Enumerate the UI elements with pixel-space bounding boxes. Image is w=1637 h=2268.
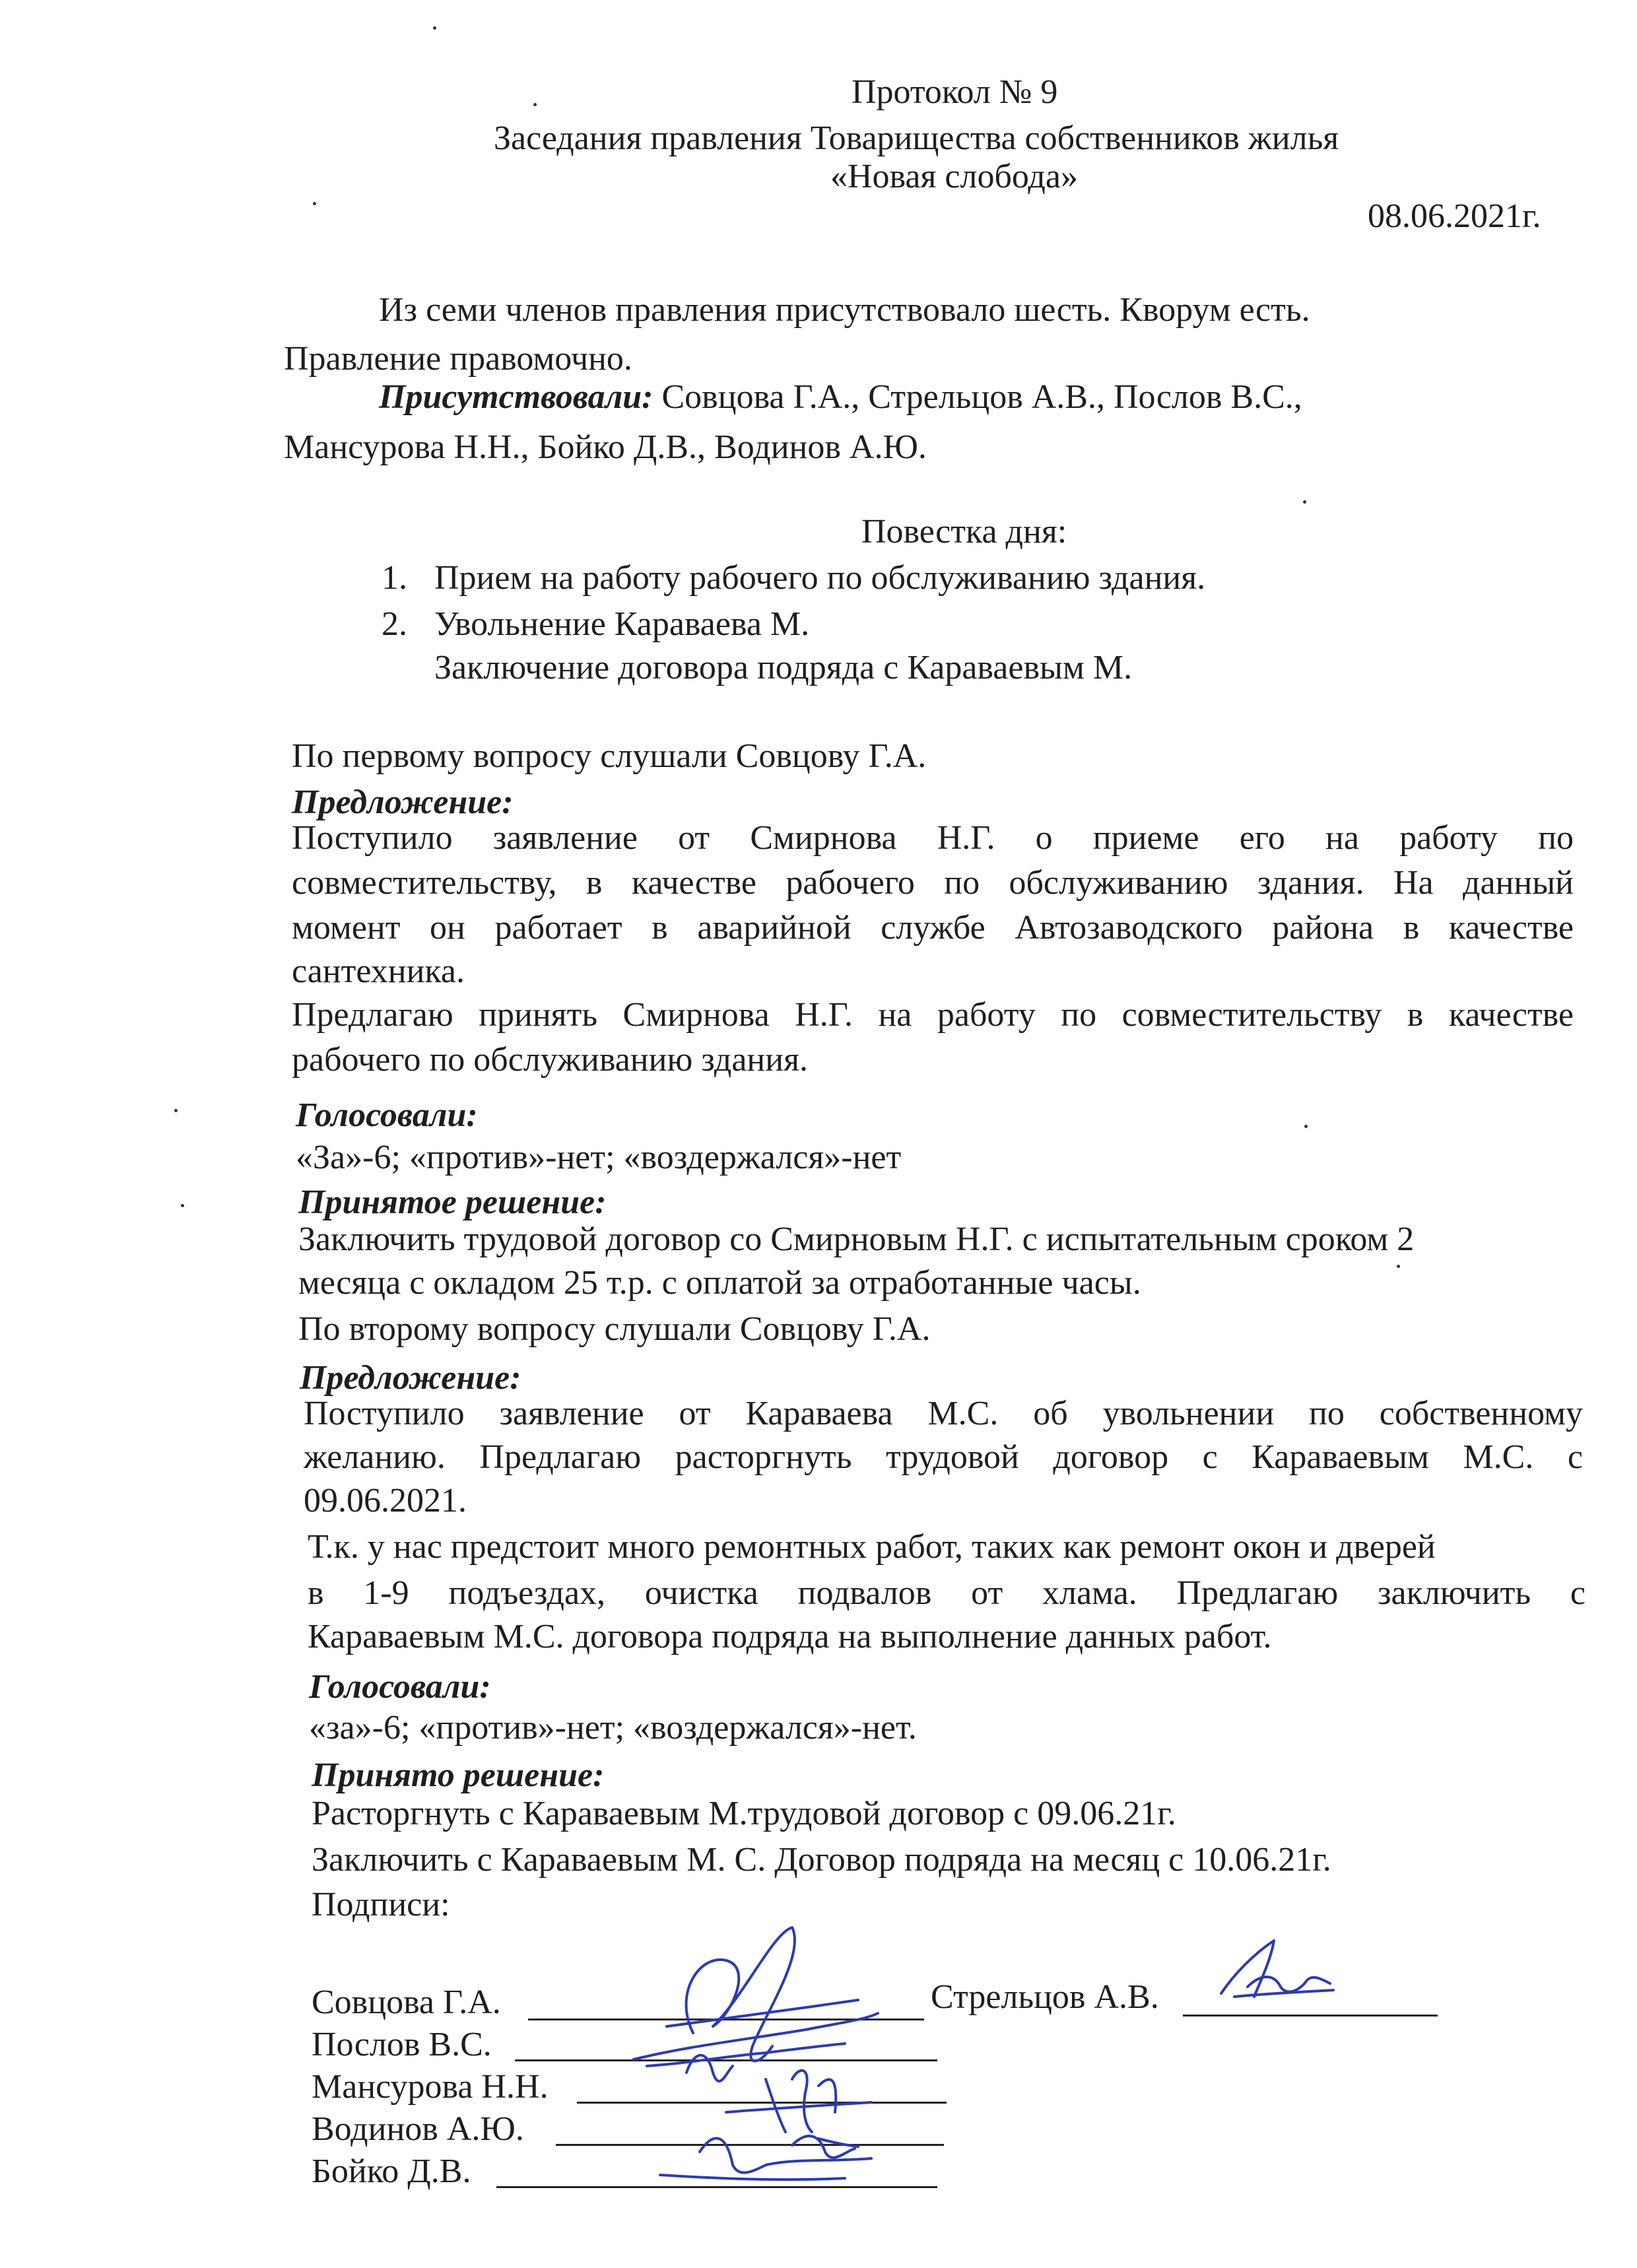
q2-proposal-text: в 1-9 подъездах, очистка подвалов от хлама. Предлагаю заключить с	[308, 1574, 1586, 1612]
q2-proposal-text: Караваевым М.С. договора подряда на выполнение данных работ.	[308, 1618, 1272, 1655]
agenda-item-text: Прием на работу рабочего по обслуживанию здания.	[434, 559, 1206, 597]
scan-speck	[433, 26, 436, 30]
q1-decision-text: Заключить трудовой договор со Смирновым Н.Г. с испытательным сроком 2	[298, 1220, 1415, 1258]
protocol-date: 08.06.2021г.	[1368, 197, 1541, 235]
scan-speck	[1304, 1125, 1308, 1128]
agenda-item-2	[382, 605, 810, 644]
signature-line	[1183, 2015, 1438, 2017]
q2-decision-label: Принято решение:	[312, 1756, 605, 1794]
signature-scribble-streltsov	[1208, 1934, 1340, 2007]
q2-proposal-text: желанию. Предлагаю расторгнуть трудовой договор с Караваевым М.С. с	[304, 1438, 1583, 1476]
scan-speck	[533, 103, 537, 106]
q2-proposal-label: Предложение:	[300, 1359, 521, 1397]
scan-speck	[174, 1109, 178, 1112]
scan-speck	[1397, 1265, 1400, 1268]
scan-speck	[181, 1204, 184, 1207]
present-names: Совцова Г.А., Стрельцов А.В., Послов В.С.,	[661, 378, 1302, 416]
q1-proposal-text: Предлагаю принять Смирнова Н.Г. на работу по совместительству в качестве	[292, 996, 1574, 1034]
q2-votes: «за»-6; «против»-нет; «воздержался»-нет.	[309, 1709, 917, 1747]
q1-decision-label: Принятое решение:	[298, 1184, 607, 1221]
org-name-line2: «Новая слобода»	[830, 158, 1078, 195]
agenda-item-number: 2.	[382, 605, 407, 643]
q2-voted-label: Голосовали:	[309, 1668, 491, 1706]
scan-speck	[313, 202, 316, 205]
quorum-text: Из семи членов правления присутствовало шесть. Кворум есть.	[379, 291, 1310, 329]
scan-speck	[1303, 500, 1306, 504]
q1-votes: «За»-6; «против»-нет; «воздержался»-нет	[296, 1139, 902, 1176]
org-name-line1: Заседания правления Товарищества собственников жилья	[494, 119, 1339, 157]
q2-decision-text: Заключить с Караваевым М. С. Договор подряда на месяц с 10.06.21г.	[312, 1841, 1331, 1879]
q1-proposal-text: момент он работает в аварийной службе Автозаводского района в качестве	[292, 909, 1574, 947]
present-label: Присутствовали:	[379, 378, 653, 416]
q2-proposal-text: Поступило заявление от Караваева М.С. об увольнении по собственному	[304, 1395, 1583, 1432]
present-line	[379, 378, 1302, 417]
q1-voted-label: Голосовали:	[296, 1096, 478, 1134]
signature-scribble-stack	[594, 1914, 964, 2191]
agenda-item-text: Увольнение Караваева М.	[434, 605, 810, 643]
signer-name: Мансурова Н.Н.	[312, 2068, 549, 2106]
q1-proposal-text: сантехника.	[292, 952, 465, 990]
quorum-text-cont: Правление правомочно.	[284, 340, 632, 378]
agenda-title: Повестка дня:	[861, 513, 1067, 550]
q2-proposal-text: 09.06.2021.	[304, 1482, 467, 1519]
protocol-number: Протокол № 9	[852, 73, 1058, 111]
agenda-item-1	[382, 558, 1206, 598]
q2-heard: По второму вопросу слушали Совцову Г.А.	[298, 1310, 931, 1348]
q1-proposal-text: Поступило заявление от Смирнова Н.Г. о приеме его на работу по	[292, 819, 1574, 857]
signer-name: Бойко Д.В.	[312, 2152, 471, 2190]
q1-proposal-label: Предложение:	[292, 784, 514, 821]
signer-name: Стрельцов А.В.	[931, 1978, 1159, 2016]
signer-name: Совцова Г.А.	[312, 1984, 501, 2021]
q1-proposal-text: рабочего по обслуживанию здания.	[292, 1041, 809, 1079]
signatures-title: Подписи:	[312, 1886, 450, 1923]
signer-name: Послов В.С.	[312, 2026, 492, 2063]
q2-proposal-text: Т.к. у нас предстоит много ремонтных работ, таких как ремонт окон и дверей	[308, 1528, 1436, 1566]
q1-proposal-text: совместительству, в качестве рабочего по обслуживанию здания. На данный	[292, 864, 1574, 902]
q1-heard: По первому вопросу слушали Совцову Г.А.	[292, 737, 927, 775]
agenda-item-number: 1.	[382, 559, 407, 597]
agenda-item-2-cont: Заключение договора подряда с Караваевым М.	[434, 649, 1133, 686]
signer-name: Водинов А.Ю.	[312, 2110, 524, 2148]
q2-decision-text: Расторгнуть с Караваевым М.трудовой договор с 09.06.21г.	[312, 1795, 1176, 1832]
q1-decision-text: месяца с окладом 25 т.р. с оплатой за отработанные часы.	[298, 1264, 1141, 1302]
present-names-cont: Мансурова Н.Н., Бойко Д.В., Водинов А.Ю.	[284, 428, 927, 466]
